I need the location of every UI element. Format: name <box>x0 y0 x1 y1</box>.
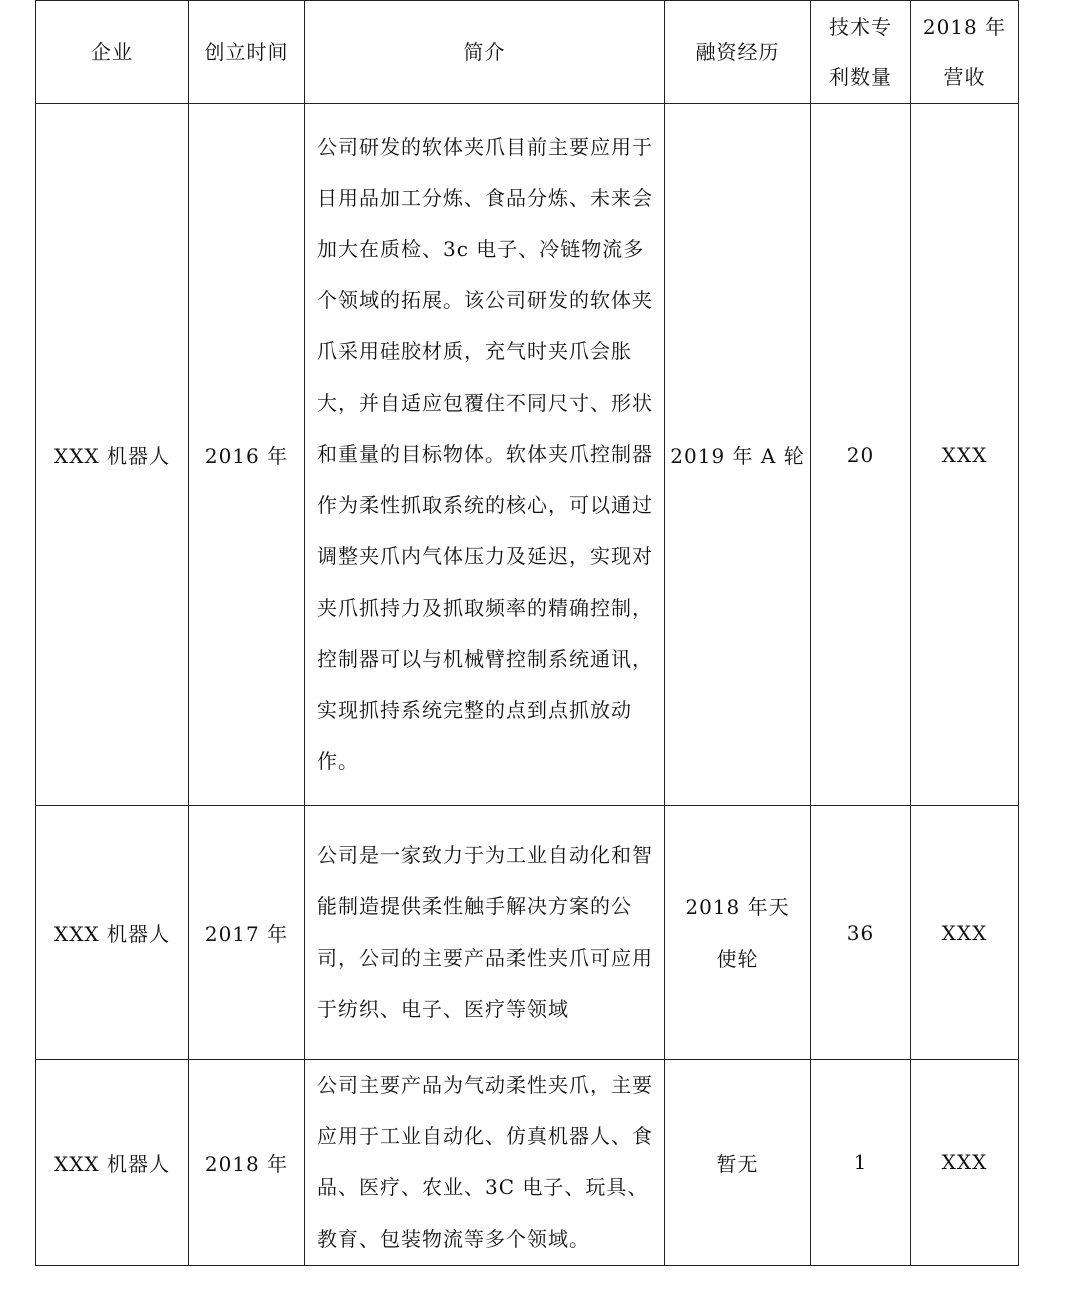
patents-cell: 1 <box>811 1060 911 1266</box>
founded-cell: 2016 年 <box>189 104 305 806</box>
funding-cell: 2019 年 A 轮 <box>665 104 811 806</box>
company-cell: XXX 机器人 <box>36 104 189 806</box>
funding-cell: 2018 年天使轮 <box>665 806 811 1060</box>
intro-cell: 公司研发的软体夹爪目前主要应用于日用品加工分炼、食品分炼、未来会加大在质检、3c 电子、冷链物流多个领域的拓展。该公司研发的软体夹爪采用硅胶材质，充气时夹爪会胀大，并自适应包覆住不同尺寸、形状和重量的目标物体。软体夹爪控制器作为柔性抓取系统的核心，可以通过调整夹爪内气体压力及延迟，实现对夹爪抓持力及抓取频率的精确控制，控制器可以与机械臂控制系统通讯，实现抓持系统完整的点到点抓放动作。 <box>305 104 665 806</box>
table-row <box>36 104 1019 806</box>
header-company: 企业 <box>36 1 189 104</box>
table-row <box>36 806 1019 1060</box>
company-cell: XXX 机器人 <box>36 1060 189 1266</box>
revenue-cell: XXX <box>911 1060 1019 1266</box>
header-funding: 融资经历 <box>665 1 811 104</box>
header-founded: 创立时间 <box>189 1 305 104</box>
founded-cell: 2018 年 <box>189 1060 305 1266</box>
patents-cell: 36 <box>811 806 911 1060</box>
company-cell: XXX 机器人 <box>36 806 189 1060</box>
intro-cell: 公司是一家致力于为工业自动化和智能制造提供柔性触手解决方案的公司，公司的主要产品柔性夹爪可应用于纺织、电子、医疗等领域 <box>305 806 665 1060</box>
header-intro: 简介 <box>305 1 665 104</box>
intro-cell: 公司主要产品为气动柔性夹爪，主要应用于工业自动化、仿真机器人、食品、医疗、农业、3C 电子、玩具、教育、包装物流等多个领域。 <box>305 1060 665 1266</box>
table-header-row <box>36 1 1019 104</box>
header-revenue: 2018 年营收 <box>911 1 1019 104</box>
header-patents: 技术专利数量 <box>811 1 911 104</box>
revenue-cell: XXX <box>911 806 1019 1060</box>
founded-cell: 2017 年 <box>189 806 305 1060</box>
revenue-cell: XXX <box>911 104 1019 806</box>
patents-cell: 20 <box>811 104 911 806</box>
funding-cell: 暂无 <box>665 1060 811 1266</box>
company-comparison-table <box>35 0 1019 1266</box>
table-row <box>36 1060 1019 1266</box>
